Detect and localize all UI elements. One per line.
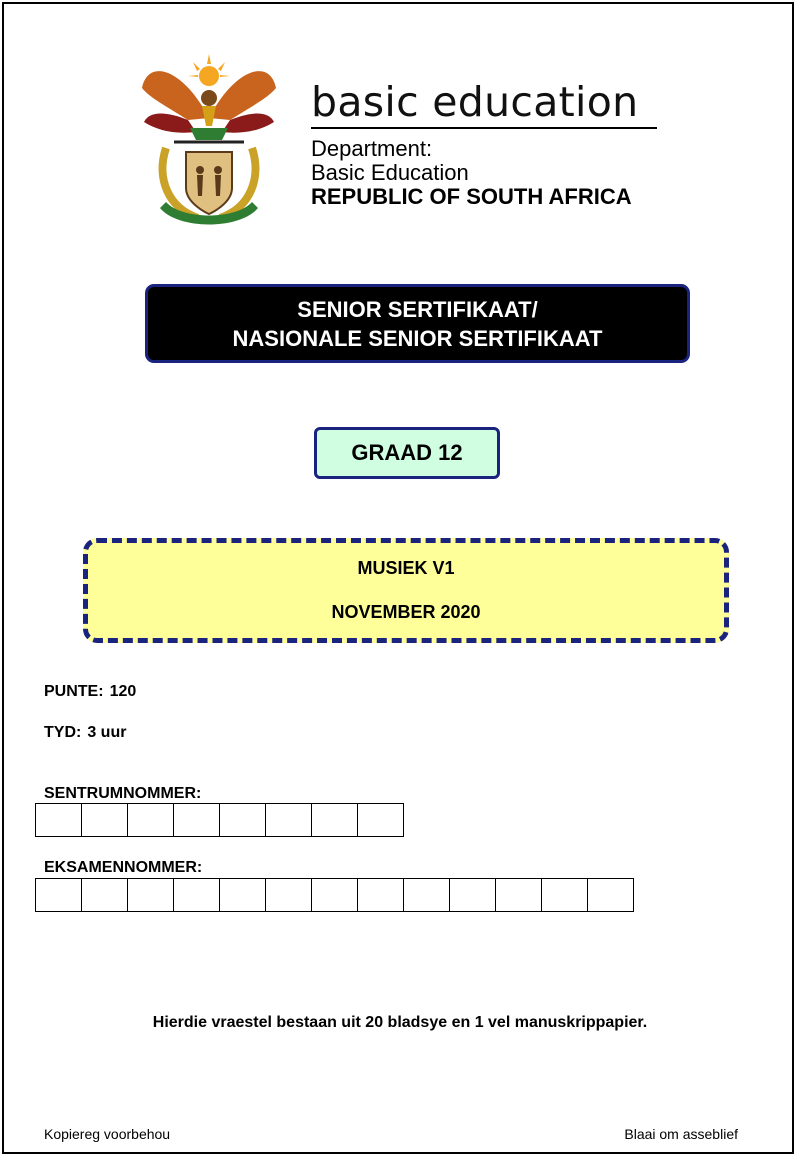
centre-number-box[interactable] xyxy=(219,803,266,837)
banner-line-1: SENIOR SERTIFIKAAT/ xyxy=(297,296,538,322)
subject-title: MUSIEK V1 xyxy=(357,558,455,578)
centre-number-box[interactable] xyxy=(127,803,174,837)
centre-number-box[interactable] xyxy=(311,803,358,837)
exam-number-box[interactable] xyxy=(265,878,312,912)
exam-number-box[interactable] xyxy=(127,878,174,912)
exam-number-box[interactable] xyxy=(403,878,450,912)
time-label: TYD: xyxy=(44,724,82,741)
exam-number-boxes xyxy=(35,878,633,912)
banner-line-2: NASIONALE SENIOR SERTIFIKAAT xyxy=(232,325,603,351)
marks-line xyxy=(44,683,136,701)
department-name: Basic Education xyxy=(311,160,469,185)
exam-number-box[interactable] xyxy=(311,878,358,912)
time-value: 3 uur xyxy=(87,724,127,741)
south-africa-coat-of-arms-icon xyxy=(138,48,280,228)
exam-number-box[interactable] xyxy=(587,878,634,912)
exam-number-box[interactable] xyxy=(35,878,82,912)
exam-number-box[interactable] xyxy=(81,878,128,912)
grade-badge: GRAAD 12 xyxy=(314,427,500,479)
turn-over-footer: Blaai om asseblief xyxy=(624,1126,738,1142)
exam-number-label: EKSAMENNOMMER: xyxy=(44,859,203,876)
country-name: REPUBLIC OF SOUTH AFRICA xyxy=(311,184,632,209)
page-count-notice: Hierdie vraestel bestaan uit 20 bladsye en 1 vel manuskrippapier. xyxy=(152,1014,648,1031)
subject-box xyxy=(83,538,729,643)
department-label: Department: xyxy=(311,136,433,161)
logo-underline xyxy=(311,127,657,129)
exam-number-box[interactable] xyxy=(219,878,266,912)
exam-number-box[interactable] xyxy=(449,878,496,912)
centre-number-box[interactable] xyxy=(35,803,82,837)
centre-number-label: SENTRUMNOMMER: xyxy=(44,785,202,802)
copyright-footer: Kopiereg voorbehou xyxy=(44,1126,171,1142)
exam-number-box[interactable] xyxy=(357,878,404,912)
certificate-banner xyxy=(145,284,690,363)
logo-wordmark: basic education xyxy=(311,78,639,126)
centre-number-box[interactable] xyxy=(265,803,312,837)
centre-number-box[interactable] xyxy=(357,803,404,837)
exam-number-box[interactable] xyxy=(541,878,588,912)
centre-number-box[interactable] xyxy=(173,803,220,837)
exam-date: NOVEMBER 2020 xyxy=(331,602,481,622)
time-line xyxy=(44,724,126,742)
centre-number-boxes xyxy=(35,803,403,837)
marks-value: 120 xyxy=(109,683,137,700)
exam-number-box[interactable] xyxy=(495,878,542,912)
exam-number-box[interactable] xyxy=(173,878,220,912)
centre-number-box[interactable] xyxy=(81,803,128,837)
marks-label: PUNTE: xyxy=(44,683,104,700)
